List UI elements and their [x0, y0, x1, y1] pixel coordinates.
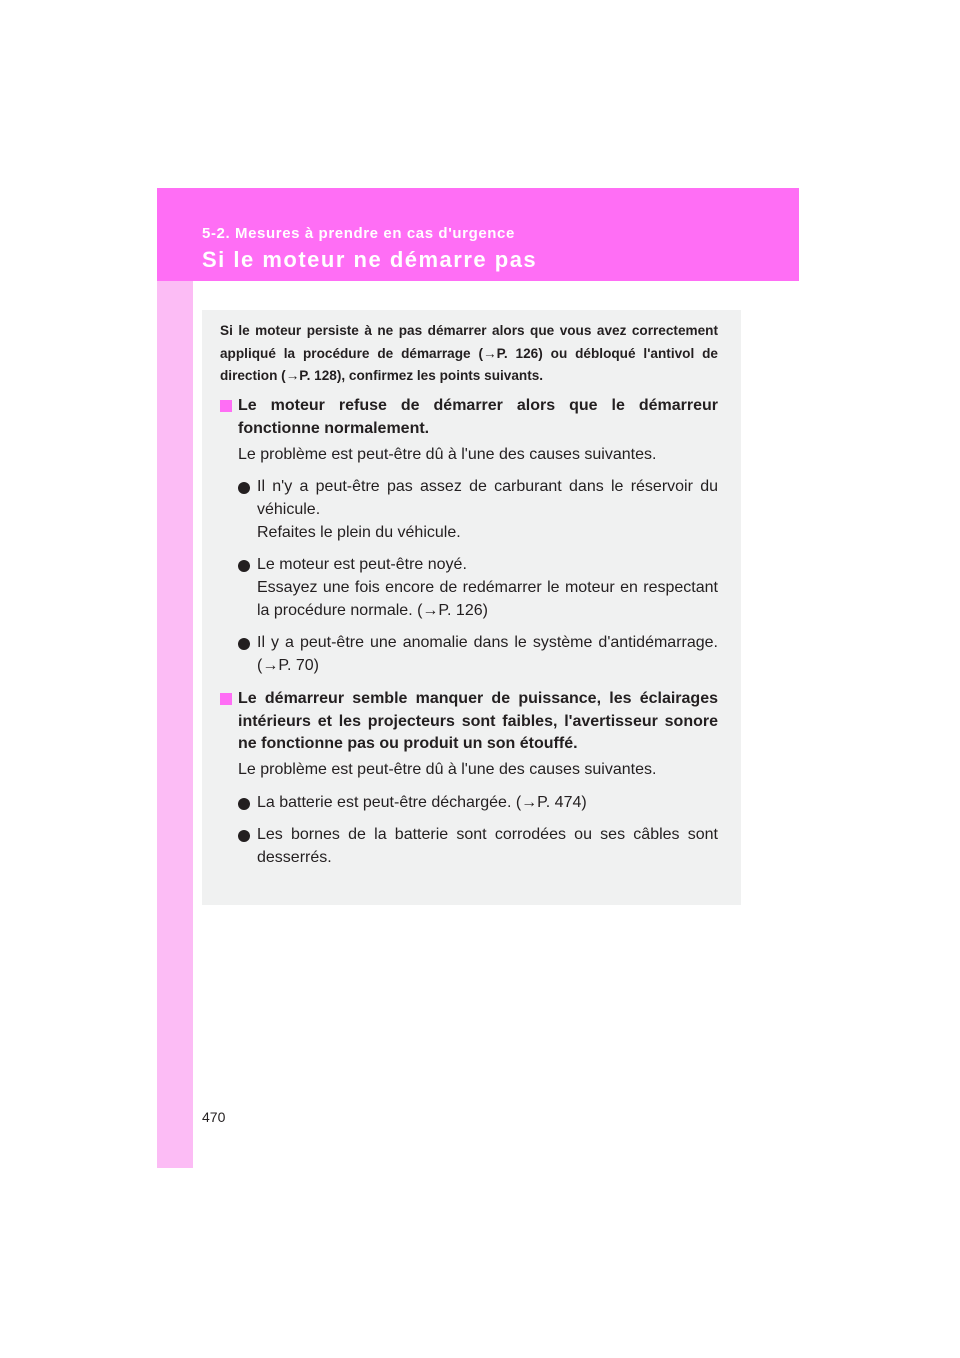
list-item	[220, 792, 718, 815]
page-title: Si le moteur ne démarre pas	[202, 247, 538, 272]
section-heading-text: Le démarreur semble manquer de puissance, les éclairages intérieurs et les projecteurs sont faibles, l'avertisseur sonore ne fonctionne pas ou produit un son étouffé.	[238, 689, 718, 753]
cause-text: Le problème est peut-être dû à l'une des causes suivantes.	[238, 445, 657, 463]
page-number: 470	[202, 1109, 226, 1125]
square-bullet-icon	[220, 400, 232, 412]
round-bullet-icon	[238, 638, 250, 650]
round-bullet-icon	[238, 798, 250, 810]
list-item	[220, 554, 718, 622]
section-heading-text: Le moteur refuse de démarrer alors que le démarreur fonctionne normalement.	[238, 397, 718, 437]
section-heading	[220, 688, 718, 756]
list-item-text: Le moteur est peut-être noyé.	[257, 556, 467, 574]
list-item-text: La batterie est peut-être déchargée. (→P. 474)	[257, 793, 587, 811]
round-bullet-icon	[238, 482, 250, 494]
list-item	[220, 476, 718, 544]
section-heading	[220, 395, 718, 440]
square-bullet-icon	[220, 693, 232, 705]
list-item	[220, 632, 718, 677]
cause-text: Le problème est peut-être dû à l'une des causes suivantes.	[238, 760, 657, 778]
list-item-action: Refaites le plein du véhicule.	[257, 523, 461, 541]
section-label: 5-2. Mesures à prendre en cas d'urgence	[202, 225, 515, 242]
list-item-text: Il n'y a peut-être pas assez de carburant dans le réservoir du véhicule.	[257, 478, 718, 518]
intro-paragraph: Si le moteur persiste à ne pas démarrer alors que vous avez correctement appliqué la procédure de démarrage (→P. 126) ou débloqué l'antivol de direction (→P. 128), confirmez les points suivants.	[220, 323, 718, 384]
list-item-action: Essayez une fois encore de redémarrer le moteur en respectant la procédure normale. (→P. 126)	[257, 579, 718, 619]
list-item	[220, 824, 718, 869]
side-strip	[157, 188, 193, 1168]
list-item-text: Il y a peut-être une anomalie dans le système d'antidémarrage. (→P. 70)	[257, 634, 718, 675]
content-box	[202, 310, 741, 905]
round-bullet-icon	[238, 830, 250, 842]
round-bullet-icon	[238, 560, 250, 572]
list-item-text: Les bornes de la batterie sont corrodées ou ses câbles sont desserrés.	[257, 826, 718, 867]
